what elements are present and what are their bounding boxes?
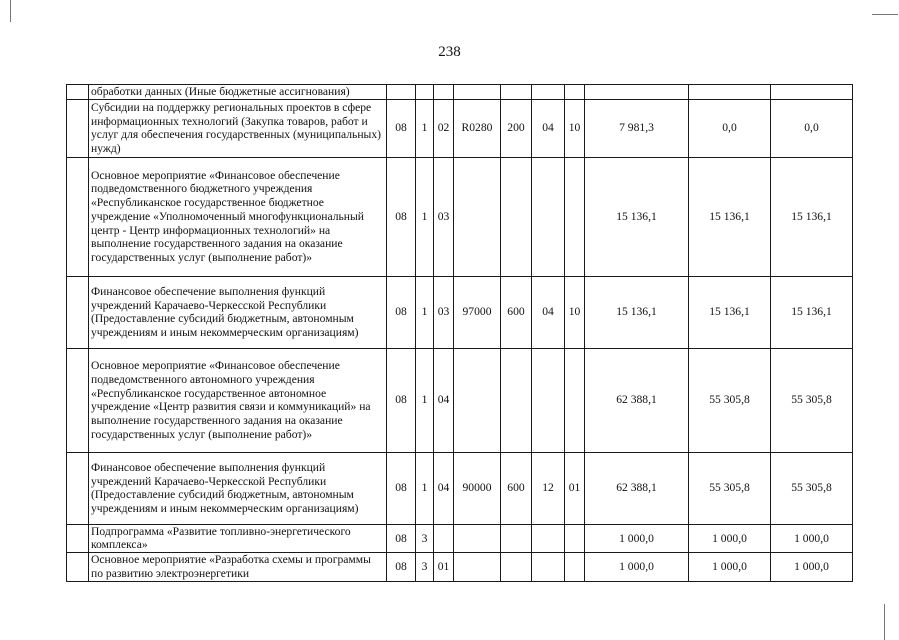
page-number: 238 [438, 44, 461, 60]
row-y3-cell: 55 305,8 [771, 348, 853, 452]
row-gp-cell: 02 [434, 99, 454, 157]
table-row [67, 348, 853, 452]
row-gp-cell: 04 [434, 452, 454, 524]
row-rz-cell: 08 [387, 348, 416, 452]
row-csr-cell [454, 348, 501, 452]
row-y1-cell: 7 981,3 [585, 99, 689, 157]
row-y3-cell: 1 000,0 [771, 553, 853, 581]
row-c7-cell: 10 [565, 276, 585, 348]
row-stub-cell [67, 85, 89, 100]
row-c6-cell: 04 [532, 276, 565, 348]
row-y3-cell: 55 305,8 [771, 452, 853, 524]
row-pr-cell: 3 [416, 553, 434, 581]
budget-table [66, 84, 853, 582]
row-rz-cell: 08 [387, 524, 416, 552]
row-vr-cell: 600 [501, 452, 532, 524]
table-row [67, 85, 853, 100]
row-c7-cell [565, 524, 585, 552]
row-c6-cell [532, 157, 565, 276]
row-pr-cell: 3 [416, 524, 434, 552]
row-y3-cell: 15 136,1 [771, 157, 853, 276]
row-name-cell: обработки данных (Иные бюджетные ассигнования) [89, 85, 387, 100]
row-rz-cell: 08 [387, 553, 416, 581]
row-vr-cell: 200 [501, 99, 532, 157]
row-vr-cell [501, 524, 532, 552]
table-row [67, 99, 853, 157]
scan-artifact-top-left [10, 0, 11, 22]
row-stub-cell [67, 99, 89, 157]
row-stub-cell [67, 553, 89, 581]
row-rz-cell: 08 [387, 276, 416, 348]
row-y3-cell: 0,0 [771, 99, 853, 157]
row-y1-cell: 62 388,1 [585, 348, 689, 452]
row-stub-cell [67, 348, 89, 452]
row-c7-cell [565, 157, 585, 276]
table-row [67, 276, 853, 348]
row-y1-cell: 15 136,1 [585, 276, 689, 348]
row-vr-cell [501, 157, 532, 276]
row-y2-cell: 0,0 [689, 99, 771, 157]
row-csr-cell: 97000 [454, 276, 501, 348]
row-y1-cell [585, 85, 689, 100]
row-name-cell: Субсидии на поддержку региональных проектов в сфере информационных технологий (Закупка товаров, работ и услуг для обеспечения государственных (муниципальных) нужд) [89, 99, 387, 157]
row-csr-cell [454, 524, 501, 552]
row-csr-cell: 90000 [454, 452, 501, 524]
row-y3-cell: 15 136,1 [771, 276, 853, 348]
row-pr-cell: 1 [416, 157, 434, 276]
row-gp-cell [434, 524, 454, 552]
row-y2-cell: 1 000,0 [689, 553, 771, 581]
row-name-cell: Финансовое обеспечение выполнения функций учреждений Карачаево-Черкесской Республики (Предоставление субсидий бюджетным, автономным учреждениям и иным некоммерческим организациям) [89, 452, 387, 524]
row-y2-cell: 55 305,8 [689, 452, 771, 524]
row-gp-cell: 04 [434, 348, 454, 452]
scan-artifact-top-right [872, 14, 898, 15]
row-vr-cell: 600 [501, 276, 532, 348]
row-pr-cell: 1 [416, 348, 434, 452]
row-c6-cell [532, 85, 565, 100]
row-pr-cell [416, 85, 434, 100]
row-y3-cell [771, 85, 853, 100]
row-stub-cell [67, 157, 89, 276]
row-rz-cell: 08 [387, 157, 416, 276]
row-c7-cell [565, 348, 585, 452]
row-gp-cell: 03 [434, 157, 454, 276]
row-stub-cell [67, 276, 89, 348]
row-stub-cell [67, 524, 89, 552]
row-name-cell: Подпрограмма «Развитие топливно-энергетического комплекса» [89, 524, 387, 552]
row-y1-cell: 1 000,0 [585, 524, 689, 552]
row-y2-cell: 55 305,8 [689, 348, 771, 452]
table-row [67, 553, 853, 581]
row-y2-cell: 15 136,1 [689, 276, 771, 348]
table-row [67, 524, 853, 552]
row-rz-cell: 08 [387, 99, 416, 157]
row-c7-cell [565, 553, 585, 581]
scan-artifact-bottom-right [884, 604, 885, 640]
row-c6-cell [532, 524, 565, 552]
row-stub-cell [67, 452, 89, 524]
row-vr-cell [501, 348, 532, 452]
row-gp-cell [434, 85, 454, 100]
row-y1-cell: 62 388,1 [585, 452, 689, 524]
row-gp-cell: 03 [434, 276, 454, 348]
row-name-cell: Финансовое обеспечение выполнения функций учреждений Карачаево-Черкесской Республики (Предоставление субсидий бюджетным, автономным учреждениям и иным некоммерческим организациям) [89, 276, 387, 348]
row-c7-cell [565, 85, 585, 100]
row-gp-cell: 01 [434, 553, 454, 581]
row-csr-cell [454, 157, 501, 276]
row-csr-cell [454, 85, 501, 100]
row-rz-cell [387, 85, 416, 100]
row-name-cell: Основное мероприятие «Финансовое обеспечение подведомственного автономного учреждения «Республиканское государственное автономное учреждение «Центр развития связи и коммуникаций» на выполнение государственного задания на оказание государственных услуг (выполнение работ)» [89, 348, 387, 452]
row-c7-cell: 01 [565, 452, 585, 524]
row-y3-cell: 1 000,0 [771, 524, 853, 552]
row-pr-cell: 1 [416, 452, 434, 524]
row-pr-cell: 1 [416, 99, 434, 157]
row-c6-cell [532, 553, 565, 581]
table-row [67, 452, 853, 524]
row-c7-cell: 10 [565, 99, 585, 157]
row-name-cell: Основное мероприятие «Финансовое обеспечение подведомственного бюджетного учреждения «Республиканское государственное бюджетное учреждение «Уполномоченный многофункциональный центр - Центр информационных технологий» на выполнение государственного задания на оказание государственных услуг (выполнение работ)» [89, 157, 387, 276]
row-y1-cell: 15 136,1 [585, 157, 689, 276]
row-vr-cell [501, 553, 532, 581]
row-csr-cell [454, 553, 501, 581]
row-y2-cell: 15 136,1 [689, 157, 771, 276]
row-vr-cell [501, 85, 532, 100]
row-c6-cell [532, 348, 565, 452]
row-y2-cell: 1 000,0 [689, 524, 771, 552]
row-name-cell: Основное мероприятие «Разработка схемы и программы по развитию электроэнергетики [89, 553, 387, 581]
row-rz-cell: 08 [387, 452, 416, 524]
row-pr-cell: 1 [416, 276, 434, 348]
table-row [67, 157, 853, 276]
row-csr-cell: R0280 [454, 99, 501, 157]
row-y1-cell: 1 000,0 [585, 553, 689, 581]
row-y2-cell [689, 85, 771, 100]
row-c6-cell: 12 [532, 452, 565, 524]
row-c6-cell: 04 [532, 99, 565, 157]
